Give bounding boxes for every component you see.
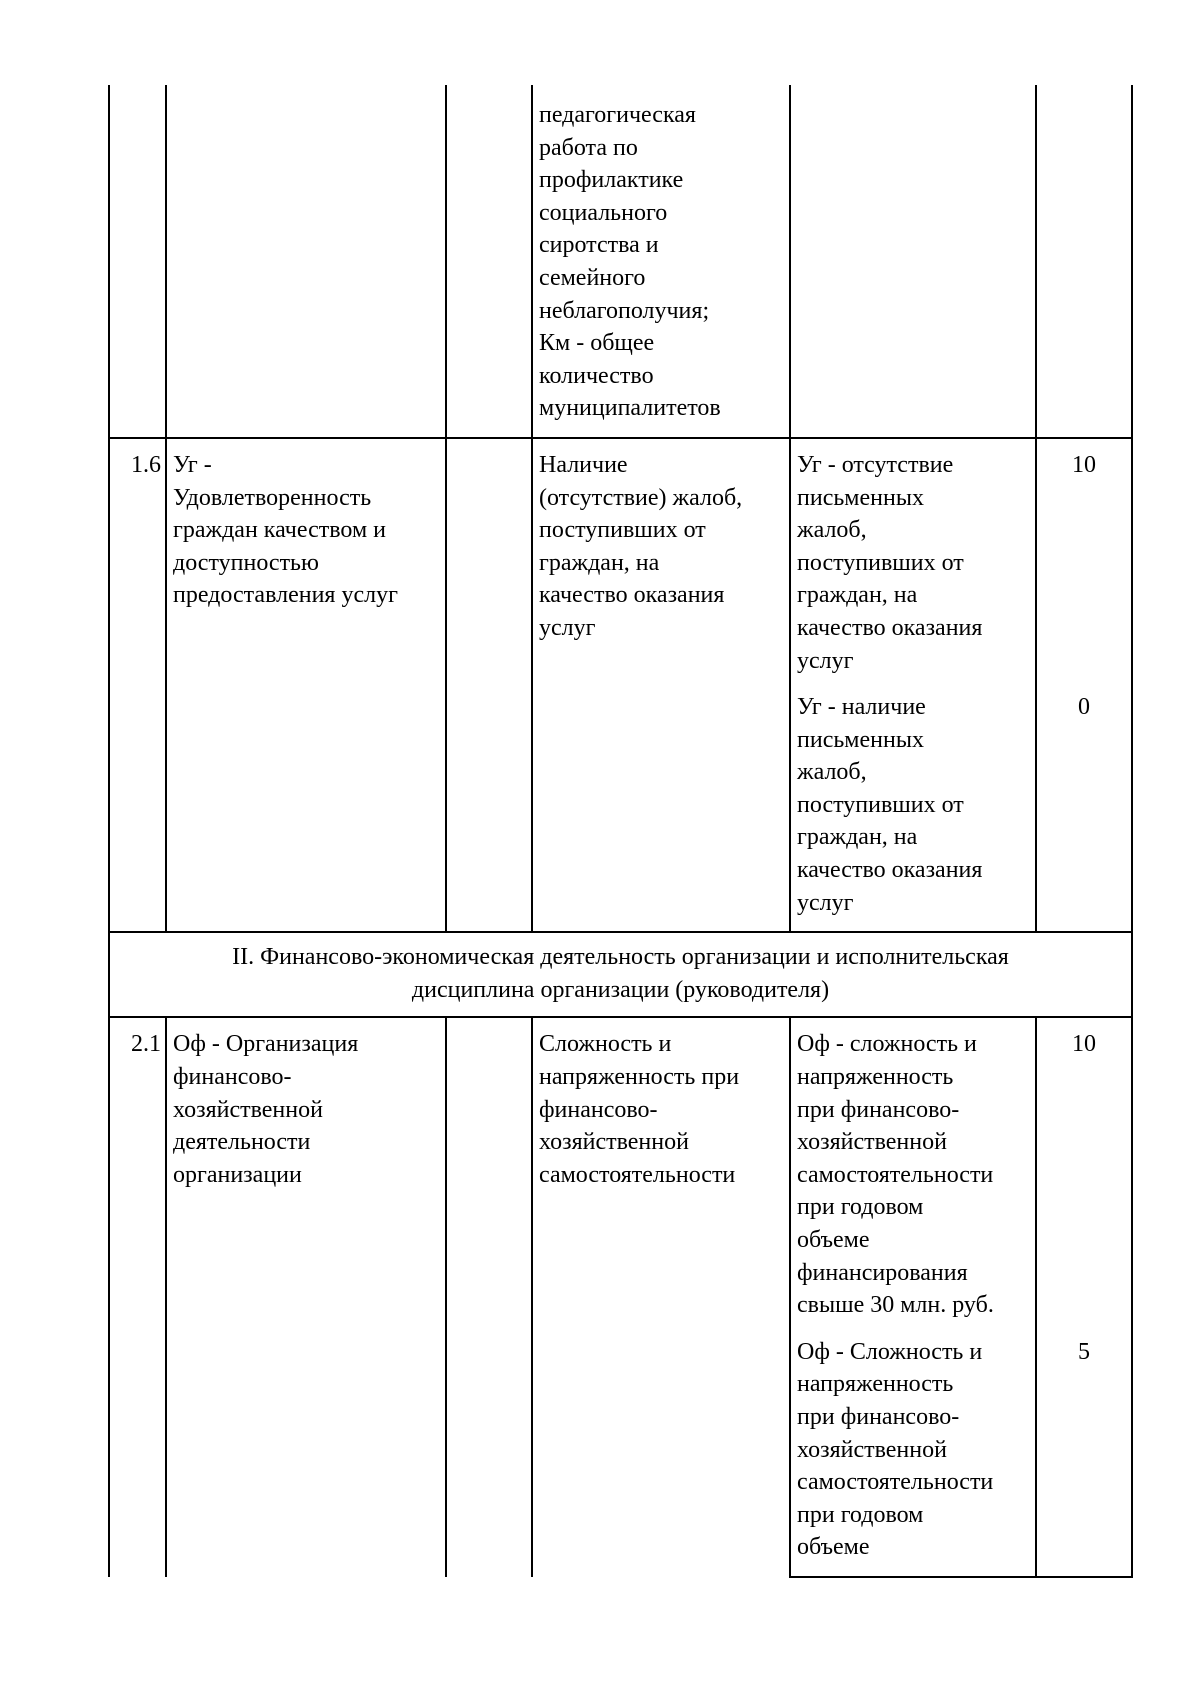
- indicator-cell: [166, 438, 446, 932]
- table-row-continuation: [109, 85, 1132, 438]
- criteria-cell: [790, 438, 1036, 691]
- criteria-cell: [790, 691, 1036, 932]
- section-heading: [109, 932, 1132, 1017]
- table-row-2-1: [109, 1017, 1132, 1335]
- section-title: II. Финансово-экономическая деятельность организации и исполнительская дисциплина организации (руководителя): [232, 944, 1009, 1003]
- description-text: Сложность и напряженность при финансово- хозяйственной самостоятельности: [539, 1031, 740, 1188]
- cell-num: [109, 85, 166, 438]
- cell-score: [1036, 85, 1132, 438]
- cell-criteria: [790, 85, 1036, 438]
- score-value: 10: [1072, 1031, 1096, 1058]
- section-row: [109, 932, 1132, 1017]
- indicator-text: Уг - Удовлетворенность граждан качеством и доступностью предоставления услуг: [173, 451, 398, 609]
- cell-description: [532, 85, 790, 438]
- cell-empty: [446, 438, 532, 932]
- criteria-cell: [790, 1017, 1036, 1335]
- criteria-text: Уг - отсутствие письменных жалоб, поступивших от граждан, на качество оказания услуг: [797, 451, 983, 674]
- score-cell: [1036, 691, 1132, 932]
- criteria-text: Оф - Сложность и напряженность при финансово- хозяйственной самостоятельности при годовом объеме: [797, 1338, 994, 1561]
- row-number-text: 2.1: [131, 1031, 161, 1058]
- score-value: 5: [1078, 1338, 1090, 1365]
- criteria-cell: [790, 1336, 1036, 1577]
- row-number: [109, 1017, 166, 1577]
- description-cell: [532, 1017, 790, 1577]
- cell-empty: [446, 1017, 532, 1577]
- description-cell: [532, 438, 790, 932]
- criteria-text: Оф - сложность и напряженность при финансово- хозяйственной самостоятельности при годовом объеме финансирования свыше 30 млн. руб.: [797, 1031, 994, 1319]
- score-value: 0: [1078, 694, 1090, 721]
- indicator-text: Оф - Организация финансово- хозяйственной деятельности организации: [173, 1031, 359, 1188]
- score-cell: [1036, 438, 1132, 691]
- table-row-1-6: [109, 438, 1132, 691]
- indicator-cell: [166, 1017, 446, 1577]
- description-text: педагогическая работа по профилактике социального сиротства и семейного неблагополучия; Км - общее количество муниципалитетов: [539, 102, 721, 422]
- cell-indicator: [166, 85, 446, 438]
- criteria-table: [108, 85, 1133, 1578]
- description-text: Наличие (отсутствие) жалоб, поступивших от граждан, на качество оказания услуг: [539, 451, 743, 641]
- score-cell: [1036, 1017, 1132, 1335]
- criteria-text: Уг - наличие письменных жалоб, поступивших от граждан, на качество оказания услуг: [797, 694, 983, 916]
- row-number-text: 1.6: [131, 451, 161, 478]
- score-value: 10: [1072, 451, 1096, 478]
- score-cell: [1036, 1336, 1132, 1577]
- row-number: [109, 438, 166, 932]
- cell-empty: [446, 85, 532, 438]
